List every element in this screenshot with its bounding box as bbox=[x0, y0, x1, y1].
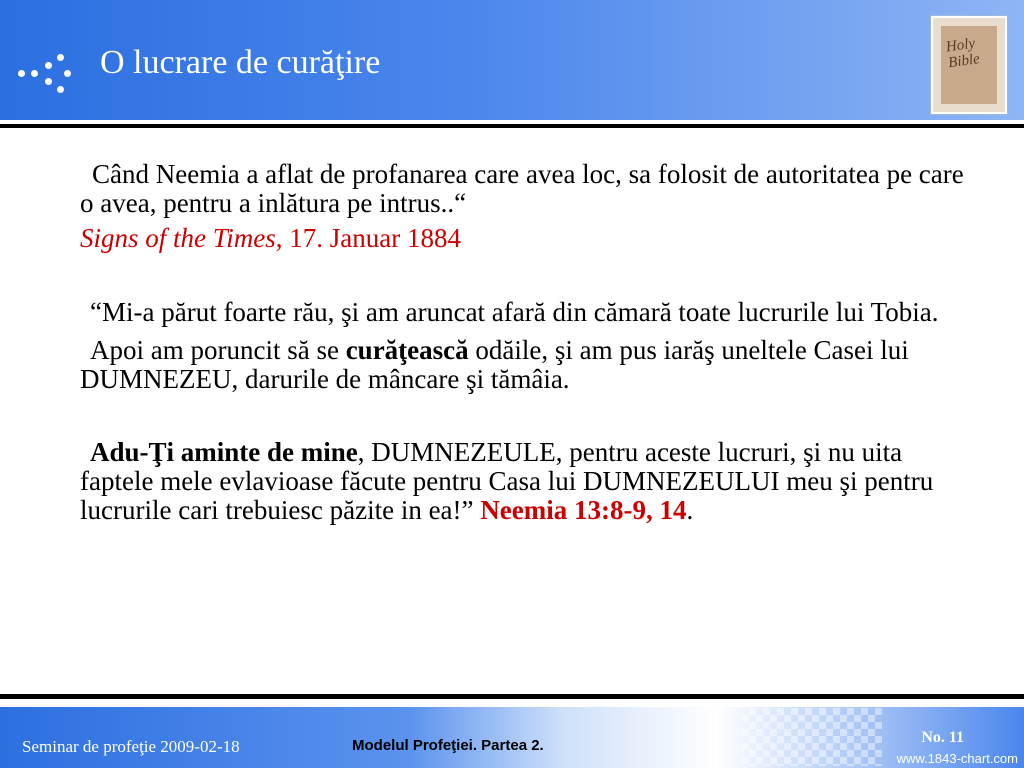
slide-number: No. 11 bbox=[921, 729, 964, 746]
slide-body bbox=[80, 160, 970, 525]
paragraph-quote-1 bbox=[80, 298, 970, 327]
source-date: , 17. Januar 1884 bbox=[275, 223, 461, 253]
quote-3-text: , DUMNEZEULE, pentru aceste lucruri, şi nu uita faptele mele evlavioase făcute pentru Casa lui DUMNEZEULUI meu şi pentru lucrurile cari trebuiesc păzite in ea!” bbox=[80, 437, 934, 525]
footer-seminar-label: Seminar de profeţie 2009-02-18 bbox=[22, 737, 240, 756]
footer-divider bbox=[0, 694, 1024, 699]
footer-series-title: Modelul Profeţiei. Partea 2. bbox=[352, 737, 544, 754]
header-divider bbox=[0, 124, 1024, 128]
quote-3-bold: Adu-Ţi aminte de mine bbox=[90, 437, 358, 467]
quote-2-text-a: Apoi am poruncit să se bbox=[90, 335, 346, 365]
slide-title: O lucrare de curăţire bbox=[100, 44, 381, 81]
intro-text: Când Neemia a aflat de profanarea care avea loc, sa folosit de autoritatea pe care o avea, pentru a inlătura pe intrus..“ bbox=[80, 159, 964, 218]
checker-decoration-icon bbox=[742, 708, 882, 766]
quote-2-bold: curăţească bbox=[345, 335, 469, 365]
paragraph-intro bbox=[80, 160, 970, 218]
quote-3-end: . bbox=[686, 495, 694, 525]
logo-text: Holy Bible bbox=[945, 35, 981, 72]
quote-2-text-b: odăile, şi am pus iarăş uneltele Casei lui DUMNEZEU, darurile de mâncare şi tămâia. bbox=[80, 335, 909, 394]
source-citation bbox=[80, 224, 970, 253]
dots-decoration-icon bbox=[18, 52, 78, 102]
source-title: Signs of the Times bbox=[80, 223, 276, 253]
scripture-reference: Neemia 13:8-9, 14 bbox=[480, 495, 687, 525]
slide-header bbox=[0, 0, 1024, 120]
footer-url-link[interactable]: www.1843-chart.com bbox=[896, 751, 1018, 766]
quote-1-text: “Mi-a părut foarte rău, şi am aruncat afară din cămară toate lucrurile lui Tobia. bbox=[90, 297, 939, 327]
paragraph-quote-3 bbox=[80, 438, 970, 525]
paragraph-quote-2 bbox=[80, 336, 970, 394]
holy-bible-logo-icon bbox=[931, 16, 1007, 114]
